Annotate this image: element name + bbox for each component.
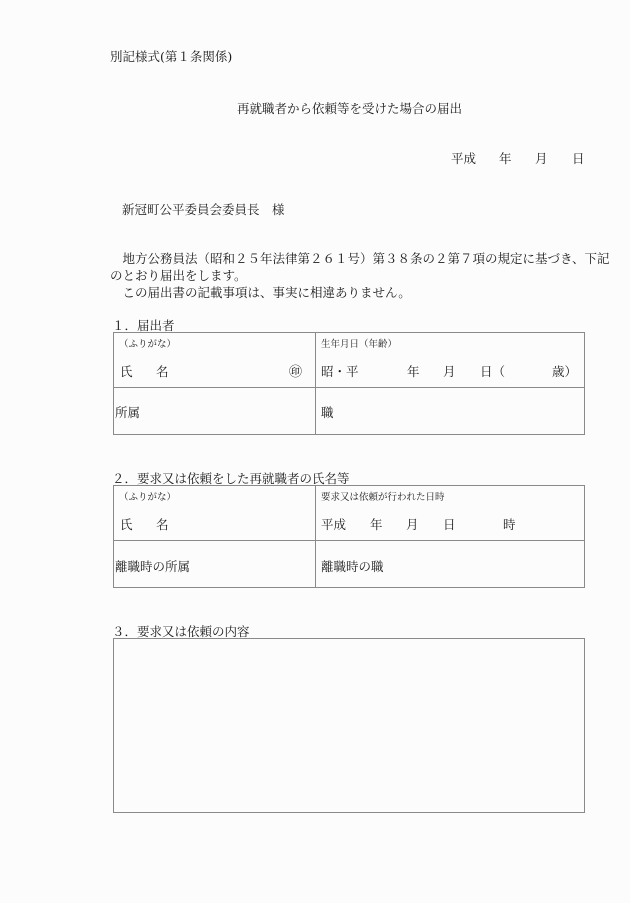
requester-table-column-divider [315, 485, 316, 588]
position-label: 職 [321, 405, 334, 420]
birth-month-label: 月 [443, 364, 456, 379]
document-title: 再就職者から依頼等を受けた場合の届出 [237, 101, 463, 116]
former-position-label: 離職時の職 [321, 559, 384, 574]
requester-table-row-divider [113, 540, 585, 541]
request-month-label: 月 [406, 517, 419, 532]
applicant-table-row-divider [113, 387, 585, 388]
body-paragraph-1-line-1: 地方公務員法（昭和２５年法律第２６１号）第３８条の２第７項の規定に基づき、下記 [110, 251, 610, 266]
request-year-label: 年 [370, 517, 383, 532]
furigana-label: （ふりがな） [119, 339, 177, 350]
former-affiliation-label: 離職時の所属 [115, 559, 191, 574]
body-paragraph-1-line-2: のとおり届出をします。 [110, 268, 247, 283]
section2-heading: ２．要求又は依頼をした再就職者の氏名等 [112, 471, 350, 486]
applicant-table-column-divider [315, 332, 316, 435]
date-era: 平成 [451, 151, 477, 166]
date-day-label: 日 [572, 151, 585, 166]
name-label-char-2: 名 [156, 517, 169, 532]
birth-day-label: 日（ [480, 364, 506, 379]
addressee: 新冠町公平委員会委員長 様 [122, 202, 285, 217]
name-label-char-1: 氏 [120, 517, 133, 532]
request-day-label: 日 [443, 517, 456, 532]
name-label-char-1: 氏 [120, 364, 133, 379]
name-label-char-2: 名 [156, 364, 169, 379]
request-era-label: 平成 [321, 517, 347, 532]
affiliation-label: 所属 [115, 405, 141, 420]
body-paragraph-2: この届出書の記載事項は、事実に相違ありません。 [110, 285, 411, 300]
request-datetime-label: 要求又は依頼が行われた日時 [321, 492, 445, 503]
birth-year-label: 年 [407, 364, 420, 379]
birth-era-options: 昭・平 [321, 364, 359, 379]
furigana-label: （ふりがな） [119, 492, 177, 503]
request-hour-label: 時 [503, 517, 516, 532]
date-year-label: 年 [499, 151, 512, 166]
birthdate-age-label: 生年月日（年齢） [321, 339, 398, 350]
section3-heading: ３．要求又は依頼の内容 [112, 624, 250, 639]
date-month-label: 月 [535, 151, 548, 166]
section1-heading: １．届出者 [112, 318, 175, 333]
age-suffix-label: 歳） [552, 364, 578, 379]
seal-icon: ㊞ [289, 365, 303, 380]
form-reference: 別記様式(第１条関係) [110, 49, 233, 64]
request-content-box[interactable] [113, 638, 585, 813]
